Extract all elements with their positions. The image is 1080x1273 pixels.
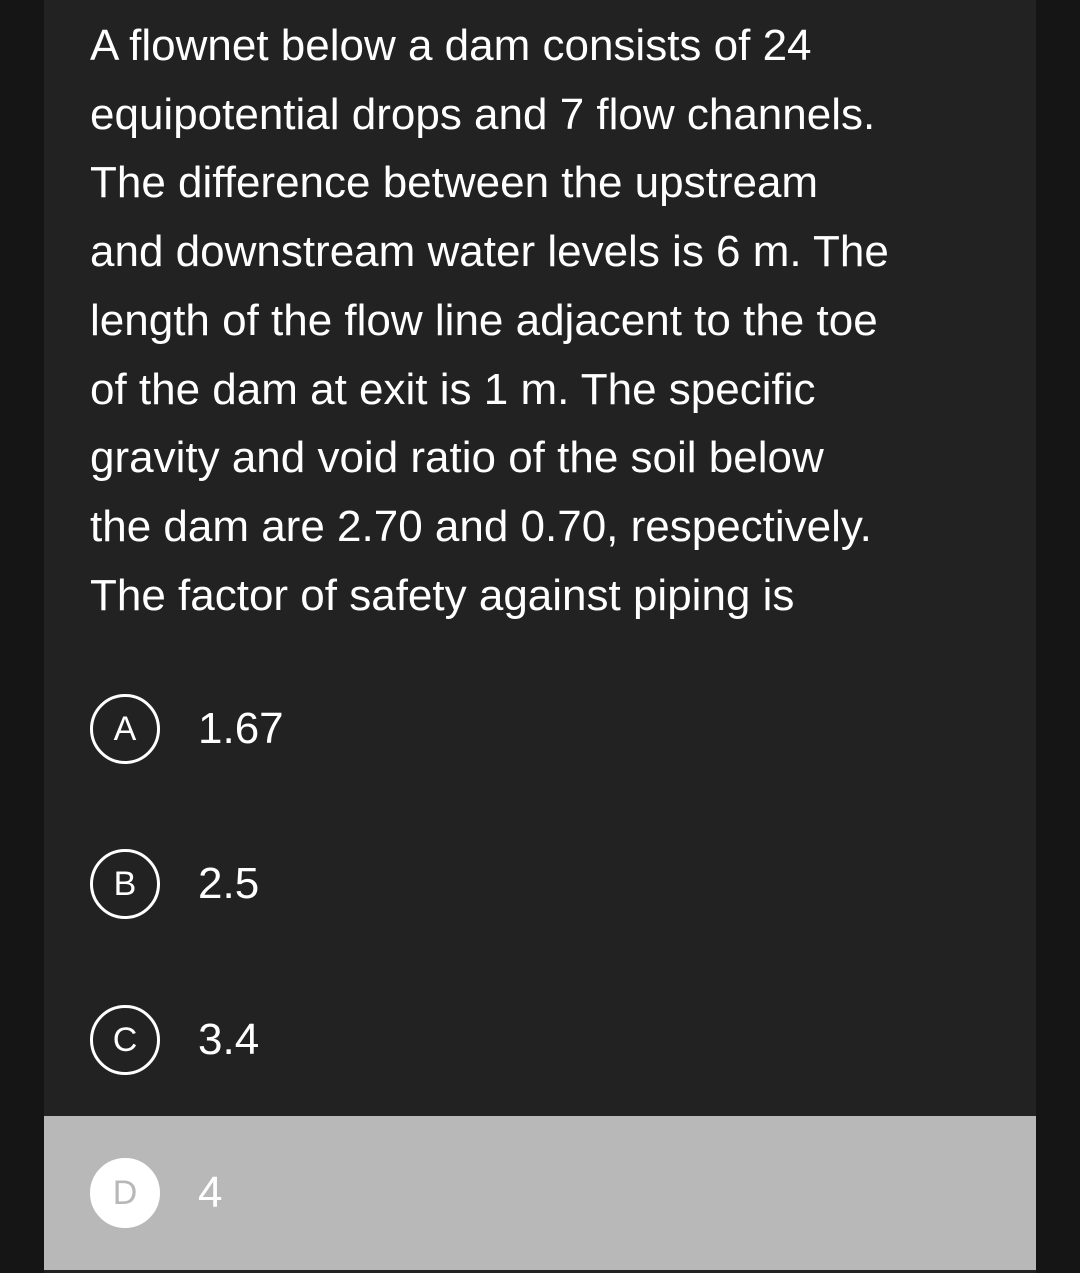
question-text bbox=[90, 12, 1020, 630]
option-letter-badge: C bbox=[90, 1005, 160, 1075]
question-line: equipotential drops and 7 flow channels. bbox=[90, 89, 876, 139]
option-letter-badge: B bbox=[90, 849, 160, 919]
question-line: and downstream water levels is 6 m. The bbox=[90, 227, 889, 277]
question-line: The factor of safety against piping is bbox=[90, 570, 795, 620]
option-letter-badge: D bbox=[90, 1158, 160, 1228]
option-letter-badge: A bbox=[90, 694, 160, 764]
question-line: of the dam at exit is 1 m. The specific bbox=[90, 364, 816, 414]
option-b[interactable] bbox=[44, 807, 1036, 961]
question-line: the dam are 2.70 and 0.70, respectively. bbox=[90, 501, 872, 551]
question-line: A flownet below a dam consists of 24 bbox=[90, 21, 812, 70]
question-line: The difference between the upstream bbox=[90, 158, 819, 208]
option-text: 2.5 bbox=[198, 859, 260, 908]
question-line: gravity and void ratio of the soil below bbox=[90, 433, 824, 483]
option-d[interactable] bbox=[44, 1116, 1036, 1270]
option-text: 4 bbox=[198, 1168, 223, 1217]
option-text: 3.4 bbox=[198, 1015, 260, 1064]
option-a[interactable] bbox=[44, 652, 1036, 806]
option-c[interactable] bbox=[44, 963, 1036, 1117]
option-text: 1.67 bbox=[198, 704, 284, 753]
question-line: length of the flow line adjacent to the toe bbox=[90, 295, 878, 345]
